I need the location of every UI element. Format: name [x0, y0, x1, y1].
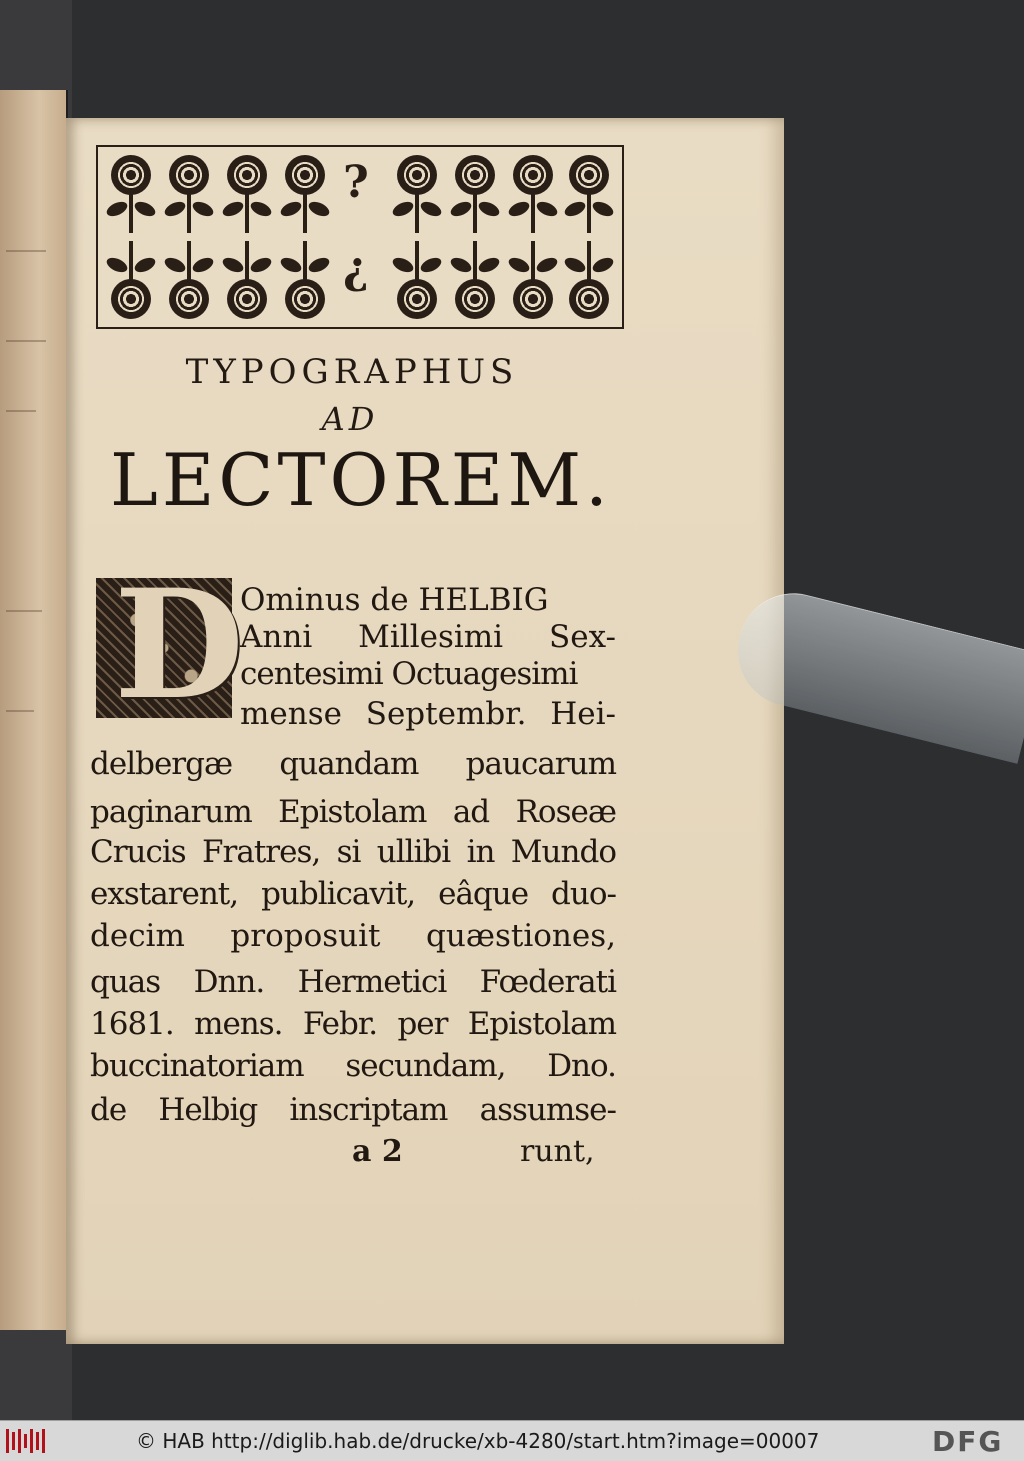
ornamental-headpiece: ? ¿	[96, 145, 624, 329]
body-line-5: delbergæ quandam paucarum	[90, 746, 616, 782]
body-line-4: mense Septembr. Hei-	[240, 696, 616, 732]
previous-page-edge	[0, 90, 68, 1330]
body-line-2: Anni Millesimi Sex-	[240, 619, 616, 655]
body-line-13: de Helbig inscriptam assumse-	[90, 1092, 616, 1128]
footer-bar	[0, 1420, 1024, 1461]
body-line-3: centesimi Octuagesimi	[240, 656, 578, 692]
dfg-logo: DFG	[932, 1425, 1004, 1458]
heading-ad: AD	[321, 400, 379, 438]
body-line-12: buccinatoriam secundam, Dno.	[90, 1048, 616, 1084]
decorated-drop-cap	[96, 557, 245, 733]
heading-typographus: TYPOGRAPHUS	[185, 352, 519, 392]
catchword: runt,	[520, 1134, 595, 1169]
body-line-1: Ominus de HELBIG	[240, 582, 549, 618]
body-line-10: quas Dnn. Hermetici Fœderati	[90, 964, 616, 1000]
copyright-url-text[interactable]: © HAB http://diglib.hab.de/drucke/xb-4280/start.htm?image=00007	[136, 1429, 820, 1453]
heading-lectorem: LECTOREM.	[110, 438, 612, 522]
body-line-11: 1681. mens. Febr. per Epistolam	[90, 1006, 616, 1042]
signature-mark: a 2	[352, 1134, 403, 1169]
drop-cap-letter: D	[114, 557, 245, 733]
body-line-8: exstarent, publicavit, eâque duo-	[90, 876, 616, 912]
body-line-6: paginarum Epistolam ad Roseæ	[90, 794, 616, 830]
hab-barcode-logo-icon	[6, 1429, 48, 1453]
body-line-7: Crucis Fratres, si ullibi in Mundo	[90, 834, 616, 870]
body-line-9: decim proposuit quæstiones,	[90, 918, 616, 954]
